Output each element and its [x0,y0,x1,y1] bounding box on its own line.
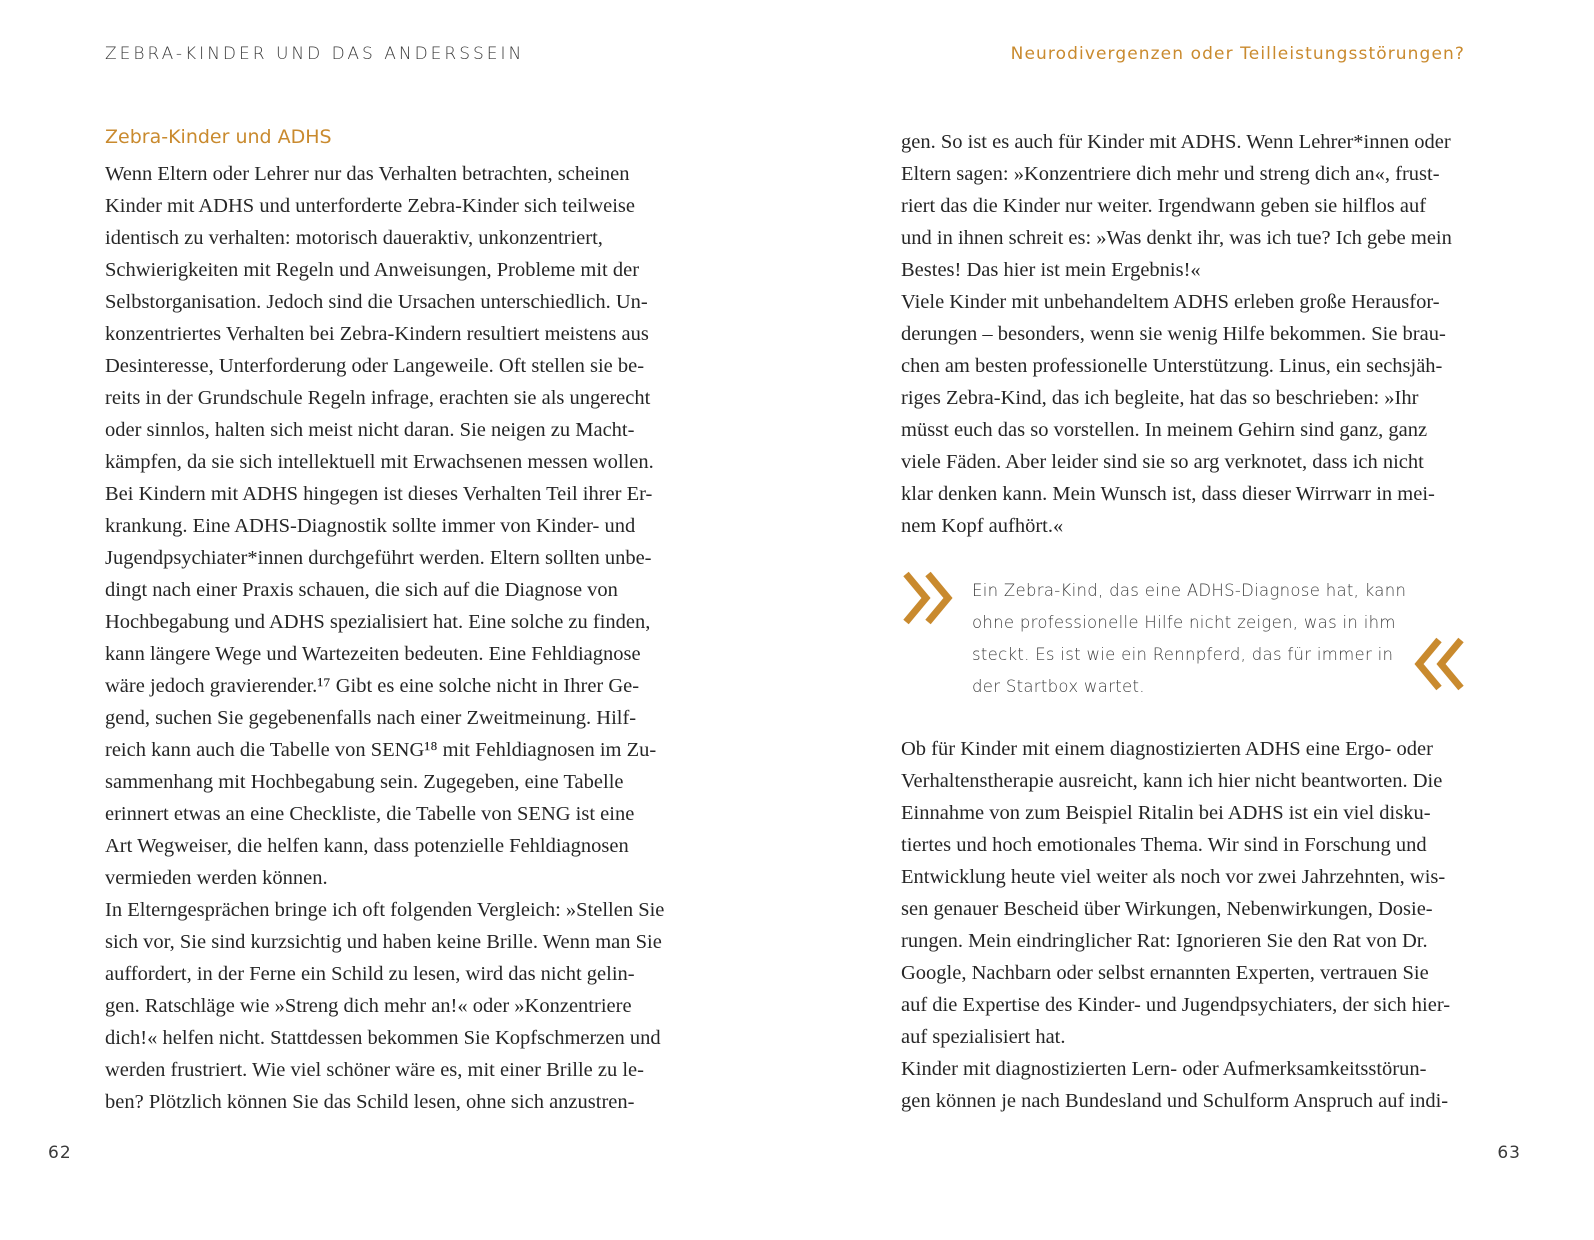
text-line: viele Fäden. Aber leider sind sie so arg verknotet, dass ich nicht [901,451,1424,473]
text-line: Hochbegabung und ADHS spezialisiert hat. Eine solche zu finden, [105,611,651,633]
pull-quote-line: ohne professionelle Hilfe nicht zeigen, was in ihm [972,613,1396,632]
text-line: Bestes! Das hier ist mein Ergebnis!« [901,259,1201,281]
text-line: Einnahme von zum Beispiel Ritalin bei ADHS ist ein viel disku- [901,802,1431,824]
text-line: rungen. Mein eindringlicher Rat: Ignorieren Sie den Rat von Dr. [901,930,1428,952]
text-line: dich!« helfen nicht. Stattdessen bekommen Sie Kopfschmerzen und [105,1027,661,1049]
text-line: dingt nach einer Praxis schauen, die sich auf die Diagnose von [105,579,618,601]
text-line: riert das die Kinder nur weiter. Irgendwann geben sie hilflos auf [901,195,1427,217]
text-line: Kinder mit ADHS und unterforderte Zebra-Kinder sich teilweise [105,195,635,217]
pull-quote-line: steckt. Es ist wie ein Rennpferd, das für immer in [972,645,1394,664]
text-line: oder sinnlos, halten sich meist nicht daran. Sie neigen zu Macht- [105,419,635,441]
text-line: tiertes und hoch emotionales Thema. Wir sind in Forschung und [901,834,1427,856]
text-line: gen. So ist es auch für Kinder mit ADHS. Wenn Lehrer*innen oder [901,131,1451,153]
text-line: krankung. Eine ADHS-Diagnostik sollte immer von Kinder- und [105,515,636,537]
right-page [797,0,1594,1240]
text-line: Wenn Eltern oder Lehrer nur das Verhalten betrachten, scheinen [105,163,630,185]
body-text [105,158,675,1118]
text-line: chen am besten professionelle Unterstützung. Linus, ein sechsjäh- [901,355,1443,377]
text-line: auf spezialisiert hat. [901,1026,1066,1048]
text-line: gen. Ratschläge wie »Streng dich mehr an!« oder »Konzentriere [105,995,632,1017]
text-line: Desinteresse, Unterforderung oder Langeweile. Oft stellen sie be- [105,355,645,377]
text-line: In Elterngesprächen bringe ich oft folgenden Vergleich: »Stellen Sie [105,899,665,921]
text-line: gend, suchen Sie gegebenenfalls nach einer Zweitmeinung. Hilf- [105,707,637,729]
text-line: Kinder mit diagnostizierten Lern- oder Aufmerksamkeitsstörun- [901,1058,1427,1080]
text-line: Art Wegweiser, die helfen kann, dass potenzielle Fehldiagnosen [105,835,629,857]
pull-quote-text [972,575,1406,703]
text-line: vermieden werden können. [105,867,328,889]
text-line: kann längere Wege und Wartezeiten bedeuten. Eine Fehldiagnose [105,643,641,665]
running-head: ZEBRA-KINDER UND DAS ANDERSSEIN [105,44,525,64]
text-line: Ob für Kinder mit einem diagnostizierten ADHS eine Ergo- oder [901,738,1433,760]
section-heading: Zebra-Kinder und ADHS [105,126,332,148]
body-text [901,733,1471,1117]
text-line: Jugendpsychiater*innen durchgeführt werden. Eltern sollten unbe- [105,547,652,569]
double-chevron-right-icon [902,570,960,630]
text-line: derungen – besonders, wenn sie wenig Hilfe bekommen. Sie brau- [901,323,1446,345]
text-line: Selbstorganisation. Jedoch sind die Ursachen unterschiedlich. Un- [105,291,648,313]
text-line: auffordert, in der Ferne ein Schild zu lesen, wird das nicht gelin- [105,963,635,985]
text-line: Schwierigkeiten mit Regeln und Anweisungen, Probleme mit der [105,259,640,281]
text-line: reich kann auch die Tabelle von SENG¹⁸ mit Fehldiagnosen im Zu- [105,739,657,761]
text-line: riges Zebra-Kind, das ich begleite, hat das so beschrieben: »Ihr [901,387,1419,409]
double-chevron-left-icon [1407,636,1465,696]
text-line: werden frustriert. Wie viel schöner wäre es, mit einer Brille zu le- [105,1059,644,1081]
text-line: identisch zu verhalten: motorisch daueraktiv, unkonzentriert, [105,227,603,249]
text-line: Verhaltenstherapie ausreicht, kann ich hier nicht beantworten. Die [901,770,1443,792]
text-line: müsst euch das so vorstellen. In meinem Gehirn sind ganz, ganz [901,419,1428,441]
text-line: Eltern sagen: »Konzentriere dich mehr und streng dich an«, frust- [901,163,1440,185]
text-line: wäre jedoch gravierender.¹⁷ Gibt es eine solche nicht in Ihrer Ge- [105,675,640,697]
text-line: sammenhang mit Hochbegabung sein. Zugegeben, eine Tabelle [105,771,624,793]
text-line: Google, Nachbarn oder selbst ernannten Experten, vertrauen Sie [901,962,1429,984]
page-number: 62 [48,1143,72,1163]
text-line: konzentriertes Verhalten bei Zebra-Kindern resultiert meistens aus [105,323,649,345]
text-line: reits in der Grundschule Regeln infrage, erachten sie als ungerecht [105,387,651,409]
running-head: Neurodivergenzen oder Teilleistungsstörungen? [1010,44,1465,64]
text-line: nem Kopf aufhört.« [901,515,1064,537]
pull-quote [902,570,1472,700]
pull-quote-line: der Startbox wartet. [972,677,1145,696]
text-line: und in ihnen schreit es: »Was denkt ihr, was ich tue? Ich gebe mein [901,227,1452,249]
text-line: Viele Kinder mit unbehandeltem ADHS erleben große Herausfor- [901,291,1440,313]
text-line: erinnert etwas an eine Checkliste, die Tabelle von SENG ist eine [105,803,635,825]
text-line: auf die Expertise des Kinder- und Jugendpsychiaters, der sich hier- [901,994,1451,1016]
body-text [901,126,1471,542]
text-line: Entwicklung heute viel weiter als noch vor zwei Jahrzehnten, wis- [901,866,1446,888]
text-line: sen genauer Bescheid über Wirkungen, Nebenwirkungen, Dosie- [901,898,1433,920]
pull-quote-line: Ein Zebra-Kind, das eine ADHS-Diagnose hat, kann [972,581,1407,600]
text-line: sich vor, Sie sind kurzsichtig und haben keine Brille. Wenn man Sie [105,931,662,953]
text-line: ben? Plötzlich können Sie das Schild lesen, ohne sich anzustren- [105,1091,635,1113]
text-line: klar denken kann. Mein Wunsch ist, dass dieser Wirrwarr in mei- [901,483,1435,505]
page-number: 63 [1497,1143,1521,1163]
text-line: kämpfen, da sie sich intellektuell mit Erwachsenen messen wollen. [105,451,654,473]
text-line: Bei Kindern mit ADHS hingegen ist dieses Verhalten Teil ihrer Er- [105,483,653,505]
text-line: gen können je nach Bundesland und Schulform Anspruch auf indi- [901,1090,1449,1112]
